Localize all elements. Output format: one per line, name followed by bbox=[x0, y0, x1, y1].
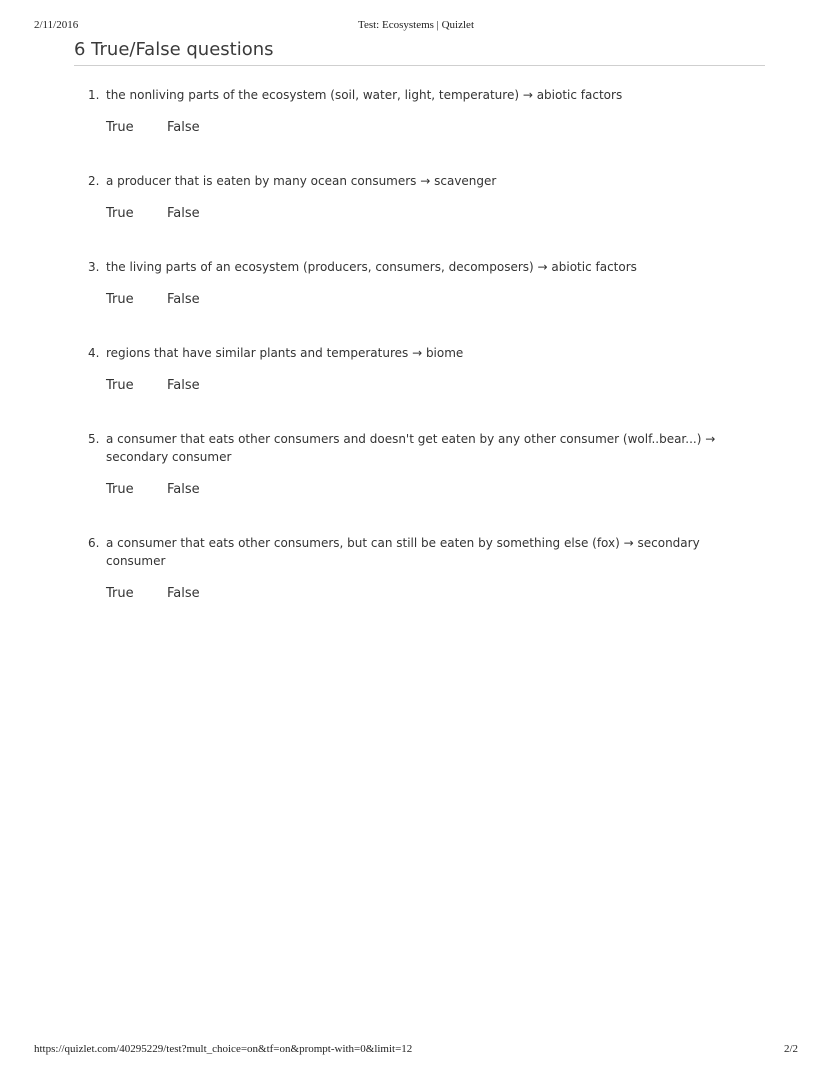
question-number: 4. bbox=[88, 346, 100, 360]
question-item bbox=[74, 344, 744, 430]
answer-options bbox=[106, 119, 744, 136]
question-item bbox=[74, 534, 744, 601]
false-option[interactable]: False bbox=[167, 206, 200, 221]
false-option[interactable]: False bbox=[167, 378, 200, 393]
false-option[interactable]: False bbox=[167, 292, 200, 307]
false-option[interactable]: False bbox=[167, 120, 200, 135]
question-text: the nonliving parts of the ecosystem (soil, water, light, temperature) → abiotic factors bbox=[106, 88, 623, 102]
question-number: 6. bbox=[88, 536, 100, 550]
print-date: 2/11/2016 bbox=[34, 19, 79, 31]
question-text: a producer that is eaten by many ocean consumers → scavenger bbox=[106, 174, 497, 188]
false-option[interactable]: False bbox=[167, 586, 200, 601]
answer-options bbox=[106, 377, 744, 394]
print-page-title: Test: Ecosystems | Quizlet bbox=[358, 19, 474, 31]
question-number: 1. bbox=[88, 88, 100, 102]
true-option[interactable]: True bbox=[106, 378, 134, 393]
answer-options bbox=[106, 585, 744, 602]
question-list bbox=[74, 86, 744, 601]
print-footer bbox=[34, 1043, 798, 1059]
question-text: the living parts of an ecosystem (producers, consumers, decomposers) → abiotic factors bbox=[106, 260, 637, 274]
answer-options bbox=[106, 481, 744, 498]
question-number: 5. bbox=[88, 432, 100, 446]
false-option[interactable]: False bbox=[167, 482, 200, 497]
true-option[interactable]: True bbox=[106, 586, 134, 601]
question-number: 3. bbox=[88, 260, 100, 274]
true-option[interactable]: True bbox=[106, 120, 134, 135]
question-item bbox=[74, 172, 744, 258]
true-option[interactable]: True bbox=[106, 482, 134, 497]
question-item bbox=[74, 430, 744, 534]
print-header bbox=[34, 19, 798, 35]
true-option[interactable]: True bbox=[106, 292, 134, 307]
answer-options bbox=[106, 291, 744, 308]
question-text: a consumer that eats other consumers, but can still be eaten by something else (fox) → secondary consumer bbox=[106, 536, 700, 568]
section-title: 6 True/False questions bbox=[74, 37, 765, 66]
question-text: regions that have similar plants and temperatures → biome bbox=[106, 346, 464, 360]
page-number: 2/2 bbox=[783, 1043, 798, 1055]
print-url: https://quizlet.com/40295229/test?mult_choice=on&tf=on&prompt-with=0&limit=12 bbox=[34, 1043, 413, 1055]
answer-options bbox=[106, 205, 744, 222]
question-text: a consumer that eats other consumers and doesn't get eaten by any other consumer (wolf..bear...) → secondary consumer bbox=[106, 432, 716, 464]
question-item bbox=[74, 86, 744, 172]
question-item bbox=[74, 258, 744, 344]
true-option[interactable]: True bbox=[106, 206, 134, 221]
question-number: 2. bbox=[88, 174, 100, 188]
